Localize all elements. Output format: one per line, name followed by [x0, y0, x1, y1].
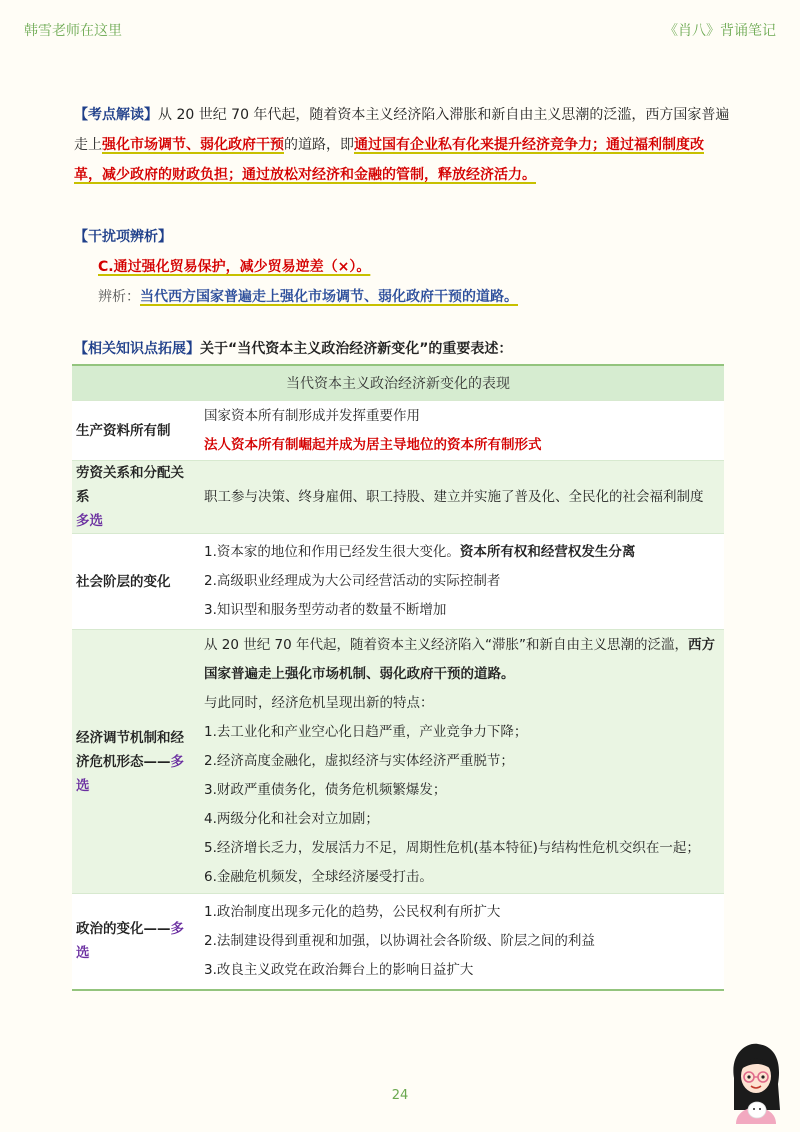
row-text: 1.资本家的地位和作用已经发生很大变化。	[204, 544, 460, 560]
analysis-text-2: 的道路，即	[284, 137, 354, 153]
header-left: 韩雪老师在这里	[24, 23, 122, 39]
row-text: 从 20 世纪 70 年代起，随着资本主义经济陷入“滞胀”和新自由主义思潮的泛滥，	[204, 637, 689, 653]
row-label: 劳资关系和分配关系	[76, 465, 184, 505]
row-label: 社会阶层的变化	[72, 534, 198, 630]
header-right: 《肖八》背诵笔记	[664, 23, 776, 39]
row-bold-text: 西方国家普遍走上强化市场机制、弱化政府干预的道路。	[204, 637, 716, 682]
page-number: 24	[391, 1088, 409, 1103]
analysis-paragraph	[74, 100, 730, 190]
knowledge-table	[72, 364, 724, 991]
table-row	[72, 894, 724, 990]
distractor-label: 辨析：	[98, 289, 140, 305]
row-text: 职工参与决策、终身雇佣、职工持股、建立并实施了普及化、全民化的社会福利制度	[204, 488, 704, 505]
row-bold-text: 资本所有权和经营权发生分离	[459, 544, 636, 560]
row-label: 生产资料所有制	[72, 401, 198, 461]
distractor-option: C.通过强化贸易保护，减少贸易逆差（×）。	[98, 259, 371, 275]
row-text: 3.财政严重债务化，债务危机频繁爆发；	[204, 782, 447, 798]
row-text: 国家资本所有制形成并发挥重要作用	[204, 407, 420, 424]
distractor-section	[74, 222, 730, 312]
row-label: 经济调节机制和经济危机形态——	[76, 729, 184, 770]
extension-title: 关于“当代资本主义政治经济新变化”的重要表述：	[200, 341, 513, 357]
analysis-red-1: 强化市场调节、弱化政府干预	[102, 137, 284, 153]
row-text: 2.高级职业经理成为大公司经营活动的实际控制者	[204, 573, 501, 589]
row-text: 1.去工业化和产业空心化日趋严重，产业竞争力下降；	[204, 724, 528, 740]
row-text: 4.两级分化和社会对立加剧；	[204, 811, 379, 827]
distractor-tag: 【干扰项辨析】	[74, 229, 172, 245]
multi-select-tag: 多选	[76, 753, 184, 794]
extension-tag: 【相关知识点拓展】	[74, 341, 200, 357]
row-text: 2.经济高度金融化，虚拟经济与实体经济严重脱节；	[204, 753, 514, 769]
row-text: 5.经济增长乏力，发展活力不足，周期性危机(基本特征)与结构性危机交织在一起；	[204, 840, 700, 856]
extension-heading	[74, 334, 730, 364]
row-red-text: 法人资本所有制崛起并成为居主导地位的资本所有制形式	[204, 436, 542, 453]
multi-select-tag: 多选	[76, 513, 103, 529]
teacher-avatar-icon	[726, 1040, 786, 1124]
row-text: 与此同时，经济危机呈现出新的特点：	[204, 695, 434, 711]
row-text: 3.改良主义政党在政治舞台上的影响日益扩大	[204, 961, 474, 978]
table-row	[72, 630, 724, 894]
distractor-explain: 当代西方国家普遍走上强化市场调节、弱化政府干预的道路。	[140, 289, 518, 305]
table-row	[72, 401, 724, 461]
table-header: 当代资本主义政治经济新变化的表现	[72, 365, 724, 401]
table-row	[72, 461, 724, 534]
analysis-red-2: 通过国有企业私有化来提升经济竞争力；通过福利制度改革，减少政府的财政负担；通过放松对经济和金融的管制，释放经济活力。	[74, 137, 704, 183]
row-text: 2.法制建设得到重视和加强，以协调社会各阶级、阶层之间的利益	[204, 932, 595, 949]
row-text: 1.政治制度出现多元化的趋势，公民权利有所扩大	[204, 903, 501, 920]
analysis-tag: 【考点解读】	[74, 107, 158, 123]
row-label: 政治的变化——	[76, 921, 171, 938]
table-row	[72, 534, 724, 630]
analysis-text-1: 从 20 世纪 70 年代起，随着资本主义经济陷入滞胀和新自由主义思潮的泛滥，西方国家普遍走上	[74, 107, 730, 153]
multi-select-tag: 多选	[76, 921, 184, 962]
row-text: 6.金融危机频发，全球经济屡受打击。	[204, 869, 433, 885]
row-text: 3.知识型和服务型劳动者的数量不断增加	[204, 602, 447, 618]
